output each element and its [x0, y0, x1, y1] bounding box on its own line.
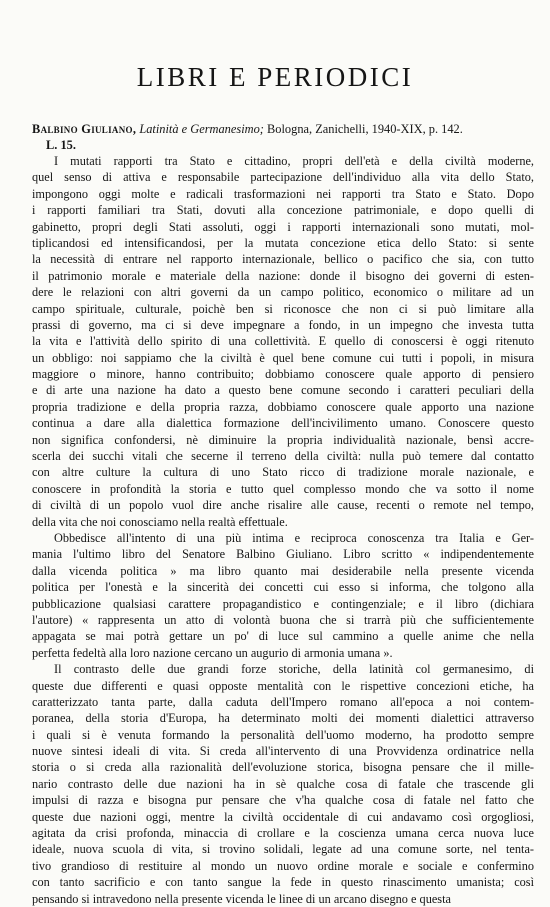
text-line: dere le relazioni con altri governi da un campo politico, economico o militare ad un	[32, 285, 534, 300]
text-line: nario contrasto delle due nazioni ha in sè qualche cosa di fatale che trascende gli	[32, 776, 534, 791]
citation-publisher: Bologna, Zanichelli, 1940-XIX, p. 142.	[267, 122, 463, 136]
text-line: poranea, della storia d'Europa, ha determinato molti dei momenti dialettici attraverso	[32, 711, 534, 726]
text-line: dalla vicenda politica » ma libro quanto mai desiderabile nella presente vicenda	[32, 563, 534, 578]
text-line: non significa confondersi, nè diminuire la propria individualità nazionale, bensì accre-	[32, 432, 534, 447]
text-line: tiplicandosi ed intensificandosi, per la mutata concezione etica dello Stato: si sente	[32, 235, 534, 250]
review-body	[32, 153, 534, 907]
text-line: campo spirituale, culturale, poichè ben si riconosce che non ci si può limitare alla	[32, 301, 534, 316]
paragraph	[32, 661, 534, 907]
text-line: propria tradizione e della propria razza, dobbiamo conoscere quale apporto una nazione	[32, 399, 534, 414]
text-line: impulsi di razza e bisogna pur pensare che v'ha qualche cosa di fatale nel fatto che	[32, 793, 534, 808]
citation-price: L. 15.	[46, 138, 76, 152]
text-line: queste due differenti e quasi opposte mentalità con le rispettive concezioni etiche, ha	[32, 678, 534, 693]
text-line: di civiltà di un popolo vuol dire anche risalire alle cause, recenti o remote nel tempo,	[32, 498, 534, 513]
text-line: impongono oggi molte e radicali trasformazioni nei rapporti tra Stato e Stato. Dopo	[32, 186, 534, 201]
paragraph	[32, 530, 534, 661]
text-line: maggiore o minore, hanno contribuito; dobbiamo conoscere quale apporto di pensiero	[32, 367, 534, 382]
book-citation	[32, 121, 534, 153]
text-line: scerla dei succhi vitali che secerne il terreno della civiltà: nulla può temere dal contatto	[32, 449, 534, 464]
text-line: pubblicazione qualsiasi carattere propagandistico e contingenziale; e il libro (dichiara	[32, 596, 534, 611]
text-line: con tanto sacrificio e con tanto sangue la fede in questo rinascimento umanista; così	[32, 875, 534, 890]
text-line: l'autore) « rappresenta un atto di volontà buona che si trarrà più che sufficientemente	[32, 612, 534, 627]
text-line: pensando si intravedono nella presente vicenda le linee di un arcano disegno e questa	[32, 891, 451, 906]
text-line: ideale, nuova scuola di vita, si trovino solidali, legate ad una comune sorte, nel tenta-	[32, 842, 534, 857]
citation-title: Latinità e Germanesimo;	[139, 122, 264, 136]
text-line: prassi di governo, ma ci si deve impegnare a fondo, in un impegno che investa tutta	[32, 317, 534, 332]
section-heading: LIBRI E PERIODICI	[136, 62, 414, 92]
text-line: I mutati rapporti tra Stato e cittadino, propri dell'età e della civiltà moderne,	[54, 154, 534, 168]
text-line: il patrimonio morale e materiale della nazione: donde il bisogno dei governi di esten-	[32, 268, 534, 283]
text-line: queste due nazioni oggi, mentre la civiltà occidentale di cui andavamo così orgogliosi,	[32, 809, 534, 824]
text-line: continua a dare alla dialettica formazione dell'incivilimento umano. Conoscere questo	[32, 416, 534, 431]
text-line: Obbedisce all'intento di una più intima e reciproca conoscenza tra Italia e Ger-	[54, 530, 534, 545]
paragraph	[32, 153, 534, 530]
text-line: con altre culture la cultura di uno Stato ricco di tradizione morale nazionale, e	[32, 465, 534, 480]
text-line: mania l'ultimo libro del Senatore Balbino Giuliano. Libro scritto « indipendentemente	[32, 547, 534, 562]
text-line: un obbligo: noi sappiamo che la civiltà è quel bene comune cui tutti i popoli, in misura	[32, 350, 534, 365]
text-line: la vita e l'attività dello spirito di una collettività. E quello di conoscersi è oggi ritenuto	[32, 334, 534, 349]
text-line: politica per l'onestà e la sincerità dei concetti cui esso si informa, che tolgono alla	[32, 580, 534, 595]
citation-author: Balbino Giuliano,	[32, 122, 137, 136]
text-line: conoscere in profondità la storia e tutto quel complesso mondo che va sotto il nome	[32, 481, 534, 496]
text-line: nuove sintesi ideali di vita. Si creda all'intervento di una Provvidenza ordinatrice nella	[32, 744, 534, 759]
text-line: e di arte una nazione ha dato a questo bene comune secondo i caratteri peculiari della	[32, 383, 534, 398]
text-line: agitata da crisi profonda, minaccia di crollare e la coscienza umana cerca nuova luce	[32, 826, 534, 841]
text-line: appagata se mai potrà gettare un po' di luce sul cammino a quelle anime che nella	[32, 629, 534, 644]
text-line: storia o si creda alla razionalità dell'evoluzione storica, bisogna pensare che il mille-	[32, 760, 534, 775]
text-line: quel senso di attiva e responsabile partecipazione dell'individuo alla vita dello Stato,	[32, 170, 534, 185]
text-line: caratterizzato tanta parte, dalla caduta dell'Impero romano all'epoca a noi contem-	[32, 694, 534, 709]
text-line: della vita che noi conosciamo nella realtà effettuale.	[32, 514, 288, 529]
text-line: Il contrasto delle due grandi forze storiche, della latinità col germanesimo, di	[54, 662, 534, 677]
text-line: i rapporti familiari tra Stati, dovuti alla concezione patrimoniale, e dopo quelli di	[32, 203, 534, 218]
text-line: tivo grandioso di restituire al mondo un nuovo ordine morale e sociale e confermino	[32, 858, 534, 873]
text-line: gabinetto, propri degli Stati assoluti, oggi i rapporti internazionali sono mutati, mol-	[32, 219, 534, 234]
text-line: i quali si è venuta formando la personalità dell'uomo moderno, ha prodotto sempre	[32, 727, 534, 742]
text-line: perfetta fedeltà alla loro nazione cercano un augurio di armonia umana ».	[32, 645, 393, 660]
text-line: la necessità di entrare nel rapporto internazionale, bellico o pacifico che sia, con tutto	[32, 252, 534, 267]
